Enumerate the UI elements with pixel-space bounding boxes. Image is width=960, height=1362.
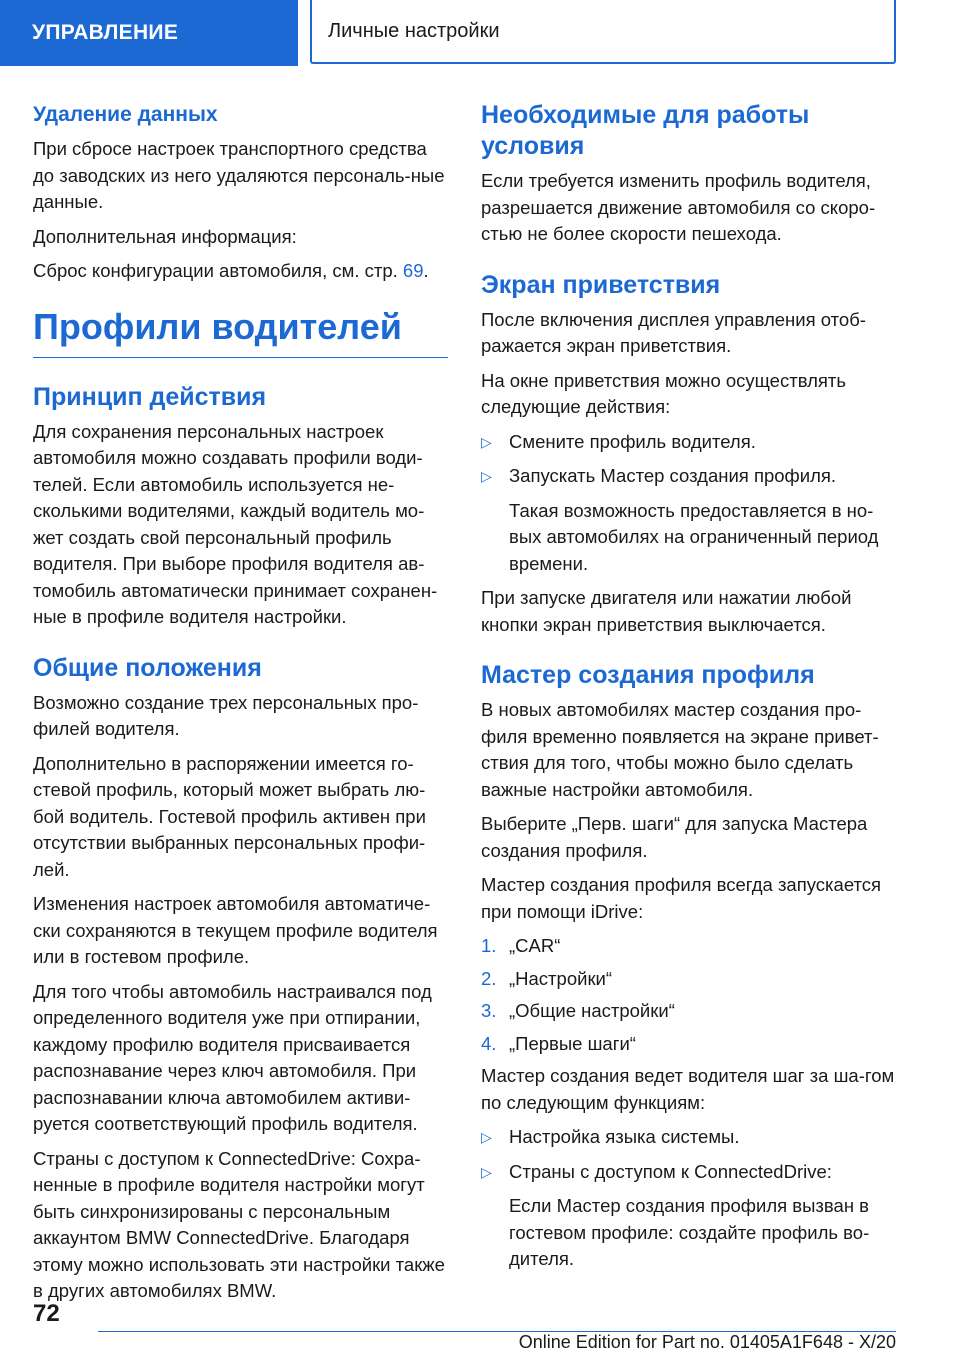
step-number: 2.: [481, 967, 497, 989]
step-item: [481, 998, 896, 1025]
paragraph: Страны с доступом к ConnectedDrive: Сохра-ненные в профиле водителя настройки могут быть синхронизированы с персональным аккаунтом BMW ConnectedDrive. Благодаря этому можно использовать эти настройки также в других автомобилях BMW.: [33, 1147, 445, 1301]
list-item-text: Смените профиль водителя.: [509, 430, 756, 452]
paragraph: Возможно создание трех персональных про-филей водителя.: [33, 691, 419, 739]
paragraph: Дополнительная информация:: [33, 225, 297, 247]
paragraph: При сбросе настроек транспортного средства до заводских из него удаляются персональ-ные данные.: [33, 138, 445, 212]
paragraph: После включения дисплея управления отоб-ражается экран приветствия.: [481, 308, 866, 356]
paragraph: В новых автомобилях мастер создания про-филя временно появляется на экране привет-ствия для того, чтобы можно было сделать важные настройки автомобиля.: [481, 699, 879, 800]
left-column: [33, 100, 448, 1313]
paragraph-note: Такая возможность предоставляется в но-вых автомобилях на ограниченный период времени.: [509, 499, 879, 574]
heading-driver-profiles: Профили водителей: [33, 305, 448, 358]
edition-info: Online Edition for Part no. 01405A1F648 - X/20: [518, 1332, 896, 1352]
reference-end: .: [423, 260, 429, 281]
heading-general: Общие положения: [33, 653, 262, 682]
heading-welcome-screen: Экран приветствия: [481, 270, 721, 299]
paragraph: Мастер создания профиля всегда запускается при помощи iDrive:: [481, 874, 882, 922]
page-header: [0, 0, 960, 66]
list-item-text: Настройка языка системы.: [509, 1126, 740, 1147]
list-item: [481, 1124, 896, 1151]
page-number: 72: [33, 1300, 60, 1327]
step-item: [481, 1031, 896, 1058]
step-item: [481, 966, 896, 993]
heading-profile-wizard: Мастер создания профиля: [481, 661, 815, 689]
triangle-bullet-icon: ▷: [481, 1129, 492, 1145]
step-item: [481, 933, 896, 960]
step-number: 1.: [481, 935, 497, 956]
step-text: „CAR“: [509, 935, 561, 956]
paragraph: Дополнительно в распоряжении имеется го-стевой профиль, который может выбрать лю-бой водитель. Гостевой профиль активен при отсутствии выбранных персональных профи-лей.: [33, 752, 426, 880]
heading-data-deletion: Удаление данных: [33, 103, 218, 126]
step-text: „Настройки“: [509, 967, 613, 989]
paragraph: На окне приветствия можно осуществлять следующие действия:: [481, 369, 847, 417]
paragraph: Если требуется изменить профиль водителя, разрешается движение автомобиля со скоро-стью не более скорости пешехода.: [481, 170, 876, 244]
right-column: [481, 100, 896, 1281]
chapter-title: Личные настройки: [310, 0, 896, 64]
step-text: „Первые шаги“: [509, 1032, 636, 1054]
heading-principle: Принцип действия: [33, 382, 267, 411]
paragraph: Выберите „Перв. шаги“ для запуска Мастера создания профиля.: [481, 813, 868, 861]
list-item-text: Страны с доступом к ConnectedDrive:: [509, 1160, 832, 1182]
triangle-bullet-icon: ▷: [481, 433, 492, 450]
list-item: [481, 1159, 896, 1186]
list-item: [481, 429, 896, 456]
paragraph: Изменения настроек автомобиля автоматиче-ски сохраняются в текущем профиле водителя или в гостевом профиле.: [33, 893, 438, 967]
step-number: 3.: [481, 1000, 497, 1021]
paragraph: Для сохранения персональных настроек автомобиля можно создавать профили води-телей. Если автомобиль используется не-сколькими водителями, каждый водитель мо-жет создать свой персональный профиль водителя. При выборе профиля водителя ав-томобиль автоматически принимает сохранен-ные в профиле водителя настройки.: [33, 420, 438, 627]
step-number: 4.: [481, 1032, 497, 1054]
paragraph-reset-reference: [33, 258, 448, 285]
list-item: [481, 463, 896, 490]
step-text: „Общие настройки“: [509, 1000, 675, 1021]
paragraph: Мастер создания ведет водителя шаг за ша-гом по следующим функциям:: [481, 1065, 895, 1113]
reference-text: Сброс конфигурации автомобиля, см. стр.: [33, 260, 403, 281]
triangle-bullet-icon: ▷: [481, 1163, 492, 1180]
paragraph: Для того чтобы автомобиль настраивался под определенного водителя уже при отпирании, каждому профилю водителя присваивается распознавание через ключ автомобиля. При распознавании ключа автомобилем активи-руется соответствующий профиль водителя.: [33, 980, 432, 1134]
section-tab: УПРАВЛЕНИЕ: [0, 0, 298, 66]
paragraph-note: Если Мастер создания профиля вызван в гостевом профиле: создайте профиль во-дителя.: [509, 1195, 870, 1269]
heading-requirements: Необходимые для работы условия: [481, 101, 810, 160]
triangle-bullet-icon: ▷: [481, 468, 492, 484]
paragraph: При запуске двигателя или нажатии любой кнопки экран приветствия выключается.: [481, 587, 852, 635]
list-item-text: Запускать Мастер создания профиля.: [509, 465, 837, 486]
page-link[interactable]: 69: [402, 260, 424, 281]
